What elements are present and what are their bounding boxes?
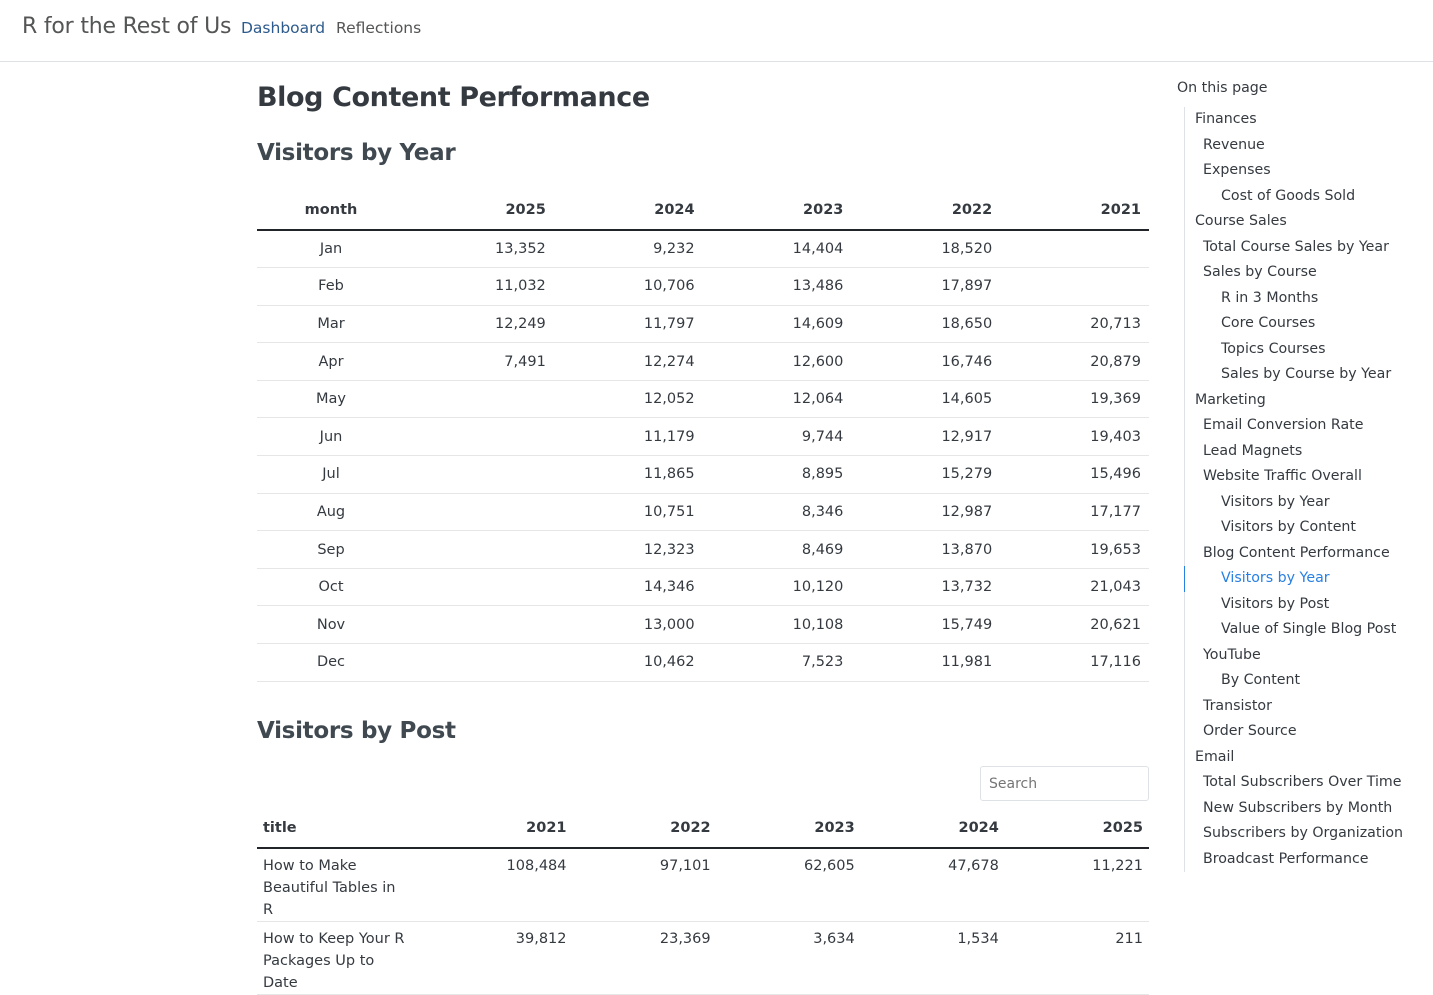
table-cell: Jul [257, 456, 405, 494]
toc-link[interactable]: Visitors by Year [1185, 566, 1433, 592]
toc-link[interactable]: Email Conversion Rate [1203, 417, 1364, 433]
table-cell: 97,101 [573, 848, 717, 922]
table-cell: Jun [257, 418, 405, 456]
table-cell: 11,797 [554, 305, 703, 343]
table-row [257, 230, 1149, 268]
toc-link[interactable]: Expenses [1203, 162, 1271, 178]
table-cell: 17,897 [851, 268, 1000, 306]
column-header[interactable]: 2024 [554, 190, 703, 230]
table-cell: 1,534 [861, 922, 1005, 995]
toc-link[interactable]: By Content [1221, 672, 1301, 688]
table-cell: 3,634 [717, 922, 861, 995]
table-cell: 10,751 [554, 493, 703, 531]
table-cell: 11,032 [405, 268, 554, 306]
table-row [257, 343, 1149, 381]
table-cell [405, 418, 554, 456]
toc-link[interactable]: Visitors by Content [1221, 519, 1356, 535]
table-cell: 16,746 [851, 343, 1000, 381]
nav-link-dashboard[interactable]: Dashboard [241, 19, 326, 37]
toc-link[interactable]: Broadcast Performance [1203, 850, 1369, 867]
table-cell: 62,605 [717, 848, 861, 922]
table-cell: 11,221 [1005, 848, 1149, 922]
table-cell: 12,987 [851, 493, 1000, 531]
table-cell: 11,981 [851, 644, 1000, 682]
table-cell [405, 568, 554, 606]
table-cell: 19,369 [1000, 380, 1149, 418]
table-cell: Feb [257, 268, 405, 306]
table-cell: 18,520 [851, 230, 1000, 268]
toc-link[interactable]: Lead Magnets [1203, 442, 1303, 459]
table-cell: 11,179 [554, 418, 703, 456]
table-row [257, 531, 1149, 569]
page-title: Blog Content Performance [257, 82, 650, 113]
column-header[interactable]: title [257, 808, 405, 848]
table-cell: 14,404 [703, 230, 852, 268]
toc-link[interactable]: Finances [1195, 111, 1257, 127]
table-cell: 13,486 [703, 268, 852, 306]
table-cell: 11,865 [554, 456, 703, 494]
toc-link[interactable]: Transistor [1203, 697, 1272, 714]
toc-link[interactable]: Revenue [1203, 136, 1265, 153]
table-cell: 211 [1005, 922, 1149, 995]
column-header[interactable]: 2022 [573, 808, 717, 848]
table-row [257, 418, 1149, 456]
toc-link[interactable]: Topics Courses [1221, 340, 1326, 357]
table-cell: 18,650 [851, 305, 1000, 343]
post-title-cell: How to Keep Your R Packages Up to Date [257, 922, 405, 995]
table-cell: 12,274 [554, 343, 703, 381]
toc-link[interactable]: Course Sales [1195, 213, 1287, 229]
table-cell [1000, 230, 1149, 268]
table-cell: 15,749 [851, 606, 1000, 644]
table-row [257, 380, 1149, 418]
table-cell: Dec [257, 644, 405, 682]
table-row [257, 606, 1149, 644]
column-header[interactable]: 2021 [405, 808, 573, 848]
table-cell: 8,895 [703, 456, 852, 494]
table-cell: 47,678 [861, 848, 1005, 922]
toc-link[interactable]: YouTube [1203, 646, 1261, 663]
table-cell: 15,279 [851, 456, 1000, 494]
table-cell: 7,523 [703, 644, 852, 682]
table-cell: 14,609 [703, 305, 852, 343]
table-cell [405, 644, 554, 682]
table-cell: May [257, 380, 405, 418]
table-cell: 12,600 [703, 343, 852, 381]
column-header[interactable]: 2025 [405, 190, 554, 230]
table-cell [405, 531, 554, 569]
table-cell: 12,249 [405, 305, 554, 343]
visitors-by-year-table [257, 190, 1149, 682]
toc-link[interactable]: Subscribers by Organization [1203, 825, 1404, 841]
table-cell: 10,706 [554, 268, 703, 306]
column-header[interactable]: 2025 [1005, 808, 1149, 848]
table-cell: Mar [257, 305, 405, 343]
column-header[interactable]: 2021 [1000, 190, 1149, 230]
toc-link[interactable]: New Subscribers by Month [1203, 799, 1393, 816]
table-cell: 10,462 [554, 644, 703, 682]
table-cell: 15,496 [1000, 456, 1149, 494]
table-cell: 17,116 [1000, 644, 1149, 682]
table-cell: 13,352 [405, 230, 554, 268]
table-cell: 12,052 [554, 380, 703, 418]
nav-link-reflections[interactable]: Reflections [336, 19, 422, 37]
table-cell: 39,812 [405, 922, 573, 995]
table-cell: 13,000 [554, 606, 703, 644]
table-cell: Apr [257, 343, 405, 381]
table-cell: Oct [257, 568, 405, 606]
table-row [257, 305, 1149, 343]
table-row [257, 848, 1149, 922]
visitors-by-post-heading: Visitors by Post [257, 718, 456, 744]
toc-link[interactable]: R in 3 Months [1221, 289, 1319, 306]
table-row [257, 922, 1149, 995]
toc-title: On this page [1177, 80, 1268, 96]
toc-link[interactable]: Blog Content Performance [1203, 544, 1390, 561]
table-cell: Nov [257, 606, 405, 644]
table-header-row [257, 808, 1149, 848]
visitors-by-year-heading: Visitors by Year [257, 140, 456, 166]
post-title-cell: How to Make Beautiful Tables in R [257, 848, 405, 922]
table-cell: 8,346 [703, 493, 852, 531]
table-row [257, 456, 1149, 494]
table-cell: 19,653 [1000, 531, 1149, 569]
table-row [257, 644, 1149, 682]
table-cell: 17,177 [1000, 493, 1149, 531]
column-header[interactable]: 2022 [851, 190, 1000, 230]
toc-link[interactable]: Visitors by Post [1221, 595, 1330, 612]
column-header[interactable]: 2023 [717, 808, 861, 848]
toc-link[interactable]: Cost of Goods Sold [1221, 187, 1356, 204]
table-cell: 8,469 [703, 531, 852, 569]
table-cell: 13,732 [851, 568, 1000, 606]
toc-link[interactable]: Total Subscribers Over Time [1203, 774, 1402, 790]
table-cell: 12,064 [703, 380, 852, 418]
toc-link[interactable]: Marketing [1195, 391, 1266, 408]
table-cell [405, 380, 554, 418]
table-row [257, 568, 1149, 606]
table-cell: Aug [257, 493, 405, 531]
table-cell: 108,484 [405, 848, 573, 922]
table-cell [405, 493, 554, 531]
table-cell: Jan [257, 230, 405, 268]
toc-link[interactable]: Total Course Sales by Year [1203, 238, 1389, 255]
table-cell: 13,870 [851, 531, 1000, 569]
site-brand[interactable]: R for the Rest of Us [22, 14, 232, 39]
table-cell: 20,879 [1000, 343, 1149, 381]
toc-link[interactable]: Visitors by Year [1221, 493, 1330, 510]
table-row [257, 268, 1149, 306]
toc-link[interactable]: Core Courses [1221, 315, 1316, 331]
table-cell: 19,403 [1000, 418, 1149, 456]
table-cell: 20,713 [1000, 305, 1149, 343]
toc-list [1184, 107, 1433, 872]
table-cell: 21,043 [1000, 568, 1149, 606]
table-cell [405, 456, 554, 494]
table-cell: 9,744 [703, 418, 852, 456]
toc-link[interactable]: Sales by Course by Year [1221, 366, 1392, 382]
column-header[interactable]: 2024 [861, 808, 1005, 848]
toc-link[interactable]: Order Source [1203, 723, 1297, 739]
table-cell: 10,108 [703, 606, 852, 644]
table-cell: 14,346 [554, 568, 703, 606]
table-cell: Sep [257, 531, 405, 569]
toc-link[interactable]: Website Traffic Overall [1203, 468, 1362, 484]
table-cell: 23,369 [573, 922, 717, 995]
table-cell: 10,120 [703, 568, 852, 606]
toc-link[interactable]: Email [1195, 748, 1235, 765]
table-cell [1000, 268, 1149, 306]
visitors-by-post-table [257, 808, 1149, 995]
toc-link[interactable]: Sales by Course [1203, 264, 1317, 280]
table-header-row [257, 190, 1149, 230]
table-cell [405, 606, 554, 644]
column-header[interactable]: month [257, 190, 405, 230]
table-cell: 14,605 [851, 380, 1000, 418]
toc-link[interactable]: Value of Single Blog Post [1221, 621, 1397, 637]
column-header[interactable]: 2023 [703, 190, 852, 230]
search-input[interactable] [980, 766, 1149, 801]
table-row [257, 493, 1149, 531]
table-cell: 12,323 [554, 531, 703, 569]
table-cell: 9,232 [554, 230, 703, 268]
table-cell: 7,491 [405, 343, 554, 381]
table-cell: 20,621 [1000, 606, 1149, 644]
navbar [0, 0, 1433, 62]
table-cell: 12,917 [851, 418, 1000, 456]
